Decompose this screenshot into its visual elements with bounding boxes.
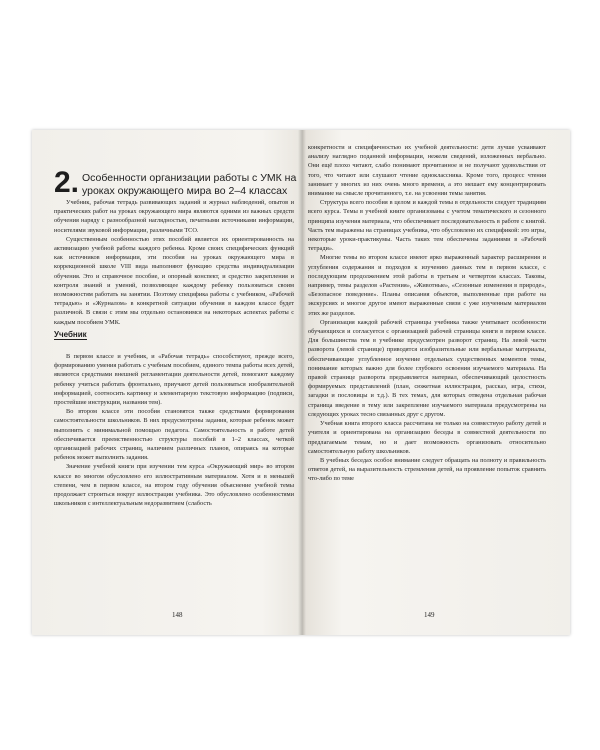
book-spread	[32, 130, 570, 635]
paragraph: Значение учебной книги при изучении тем курса «Окружающий мир» во втором классе во многом обусловлено его иллюстративным материалом. Хотя и в меньшей степени, чем в первом классе, на втором году обучения объяснение учебной темы продолжает строиться вокруг иллюстрации учебника. Это обусловлено особенностями школьников с интеллектуальным недоразвитием (слабость	[54, 463, 294, 508]
paragraph: В учебных беседах особое внимание следует обращать на полноту и правильность ответов детей, на выразительность стремления детей, на проявление попыток сравнить что-либо по теме	[308, 456, 546, 483]
right-page	[302, 130, 570, 635]
subheading-text: Учебник	[54, 330, 87, 339]
chapter-number: 2.	[54, 166, 80, 199]
page-number-left: 148	[172, 611, 183, 619]
paragraph: Существенным особенностью этих пособий является их ориентированность на активизацию учебной работы каждого ребенка. Кроме своих специфических функций как источников информации, эти пособия на уроках окружающего мира в коррекционной школе VIII вида выполняют функцию средства индивидуализации обучения. Это и справочное пособие, и опорный конспект, и средство закрепления и контроля знаний и умений, позволяющее каждому ребенку пользоваться своим возможностям работать на занятии. Поэтому специфика работы с учебником, «Рабочей тетрадью» и «Журналом» в конкретной ситуации обучения в каждом классе будет различной. В связи с этим мы отдельно остановимся на некоторых аспектах работы с каждым пособием УМК.	[54, 235, 294, 326]
paragraph: Многие темы во втором классе имеют ярко выраженный характер расширения и углубления содержания и подходов к изучению данных тем в первом классе, с последующим продолжением этой работы в третьем и четвертом классах. Таковы, например, темы разделов «Растения», «Животные», «Сезонные изменения в природе», «Безопасное поведение». Планы описания объектов, выполненные при работе на экскурсиях и многое другое имеют выраженные связи с уже изученным материалом этих же разделов.	[308, 254, 546, 317]
intro-text	[54, 198, 294, 327]
paragraph: Структура всего пособия в целом и каждой темы в отдельности следует традициям всего курса. Темы в учебной книге организованы с учетом тематического и сезонного принципа изучения материала, что обеспечивает последовательность в работе с книгой. Часть тем выражены на страницах учебника, что обусловлено их спецификой: это игры, некоторые уроки-практикумы. Часть таких тем обеспечены заданиями в «Рабочей тетради».	[308, 199, 546, 253]
paragraph: Во втором классе эти пособия становятся также средствами формирования самостоятельности школьников. В них предусмотрены задания, которые ребенок может выполнить с минимальной помощью педагога. Самостоятельность в работе детей обеспечивается преемственностью структуры пособий в 1–2 классах, четкой организацией рабочих страниц, наличием различных планов, опираясь на которые ребенок может выполнить задания.	[54, 408, 294, 462]
chapter-title: Особенности организации работы с УМК на уроках окружающего мира во 2–4 классах	[82, 172, 297, 197]
textbook-section-text	[54, 352, 294, 508]
book-gutter	[298, 130, 306, 635]
paragraph: конкретности и специфичностью их учебной деятельности: дети лучше усваивают анализу наглядно поданной информации, нежели сведений, изложенных вербально. Они ещё плохо читают, слабо понимают прочитанное и не получают удовольствия от того, что читают или слушают чтение одноклассника. Кроме того, процесс чтения занимает у многих из них очень много времени, а это мешает ему концентрировать внимание на смысле прочитанного, т.е. на усвоении темы занятия.	[308, 144, 546, 198]
paragraph: В первом классе и учебник, и «Рабочая тетрадь» способствуют, прежде всего, формированию умения работать с учебным пособием, единого темпа работы всех детей, являются средствами внешней регламентации деятельности детей, помогают каждому ребенку учиться работать фронтально, приучают детей пользоваться изобразительной информацией, соотносить картинку и элементарную текстовую информацию (подписи, простейшие инструкции, названия тем).	[54, 353, 294, 407]
left-page	[32, 130, 302, 635]
subheading	[54, 330, 87, 339]
right-page-text	[308, 143, 546, 484]
paragraph: Учебник, рабочая тетрадь развивающих заданий и журнал наблюдений, опытов и практических работ на уроках окружающего мира являются одними из важных средств обучения наряду с разнообразной наглядностью, печатными источниками информации, носителями звуковой информации, различными ТСО.	[54, 199, 294, 234]
paragraph: Учебная книга второго класса рассчитана не только на совместную работу детей и учителя и ориентирована на организацию беседы в совместной деятельности по предлагаемым темам, но и дает возможность организовать относительно самостоятельную работу школьников.	[308, 420, 546, 455]
page-number-right: 149	[424, 611, 435, 619]
paragraph: Организация каждой рабочей страницы учебника также учитывает особенности обучающихся и согласуется с организацией рабочей страницы книги в первом классе. Для большинства тем в учебнике предусмотрен разворот страниц. На левой части разворота (левой странице) приводятся изобразительные или вербальные материалы, обеспечивающие углубленное изучение отдельных существенных моментов темы, понимание которых важно для более глубокого освоения изучаемого материала. На правой странице разворота предъявляется материал, обеспечивающий целостность формируемых представлений (план, сюжетная иллюстрация, рассказ, игра, стихи, загадки и пословицы и т.д.). В тех темах, для которых отведена отдельная рабочая страница введение в тему или закрепление изучаемого материала предусмотрены на следующих уроках тесно связанных друг с другом.	[308, 318, 546, 418]
